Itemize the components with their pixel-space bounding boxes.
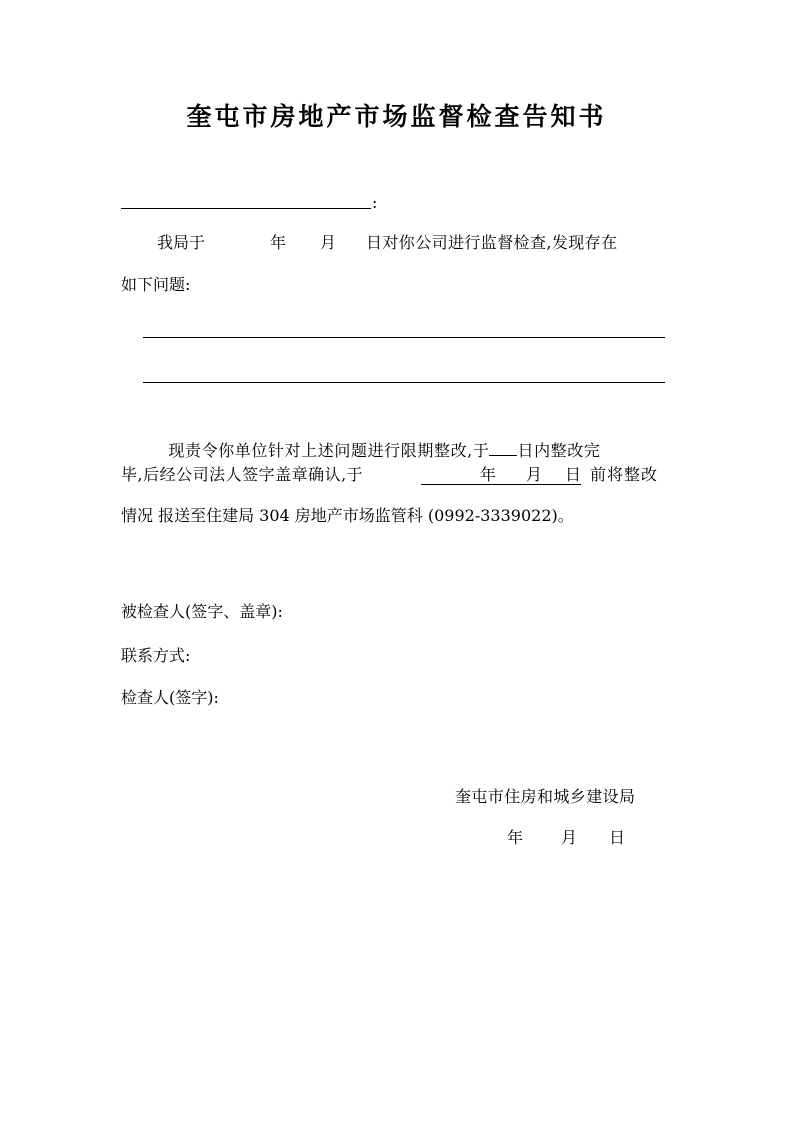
inspected-party-label: 被检查人(签字、盖章): [121, 602, 283, 621]
deadline-year-label: 年 [480, 465, 497, 484]
inspection-month-label: 月 [320, 233, 337, 252]
inspection-suffix: 日对你公司进行监督检查,发现存在 [366, 233, 618, 252]
submission-note: 情况 报送至住建局 304 房地产市场监管科 (0992-3339022)。 [121, 506, 574, 525]
issue-month-label: 月 [561, 828, 578, 847]
inspection-prefix: 我局于 [157, 233, 206, 252]
issue-day-label: 日 [609, 828, 626, 847]
issue-line-1[interactable] [143, 337, 665, 338]
addressee-blank[interactable] [121, 208, 371, 209]
inspector-label: 检查人(签字): [121, 688, 219, 707]
rectify-line-1 [157, 425, 600, 459]
issues-intro: 如下问题: [121, 275, 191, 294]
issue-line-2[interactable] [143, 382, 665, 383]
rectify-prefix: 现责令你单位针对上述问题进行限期整改,于 [168, 441, 490, 460]
rectify-days-blank[interactable] [489, 441, 517, 456]
issue-year-label: 年 [507, 828, 524, 847]
deadline-month-label: 月 [526, 465, 543, 484]
deadline-date-blank[interactable] [421, 484, 581, 485]
contact-label: 联系方式: [121, 646, 191, 665]
confirm-prefix: 毕,后经公司法人签字盖章确认,于 [121, 465, 364, 484]
rectify-suffix: 日内整改完 [517, 441, 601, 460]
confirm-suffix: 前将整改 [590, 465, 659, 484]
issuer-name: 奎屯市住房和城乡建设局 [455, 787, 636, 806]
addressee-colon: : [372, 193, 378, 212]
inspection-year-label: 年 [270, 233, 287, 252]
document-title: 奎屯市房地产市场监督检查告知书 [186, 102, 607, 131]
deadline-day-label: 日 [565, 465, 582, 484]
